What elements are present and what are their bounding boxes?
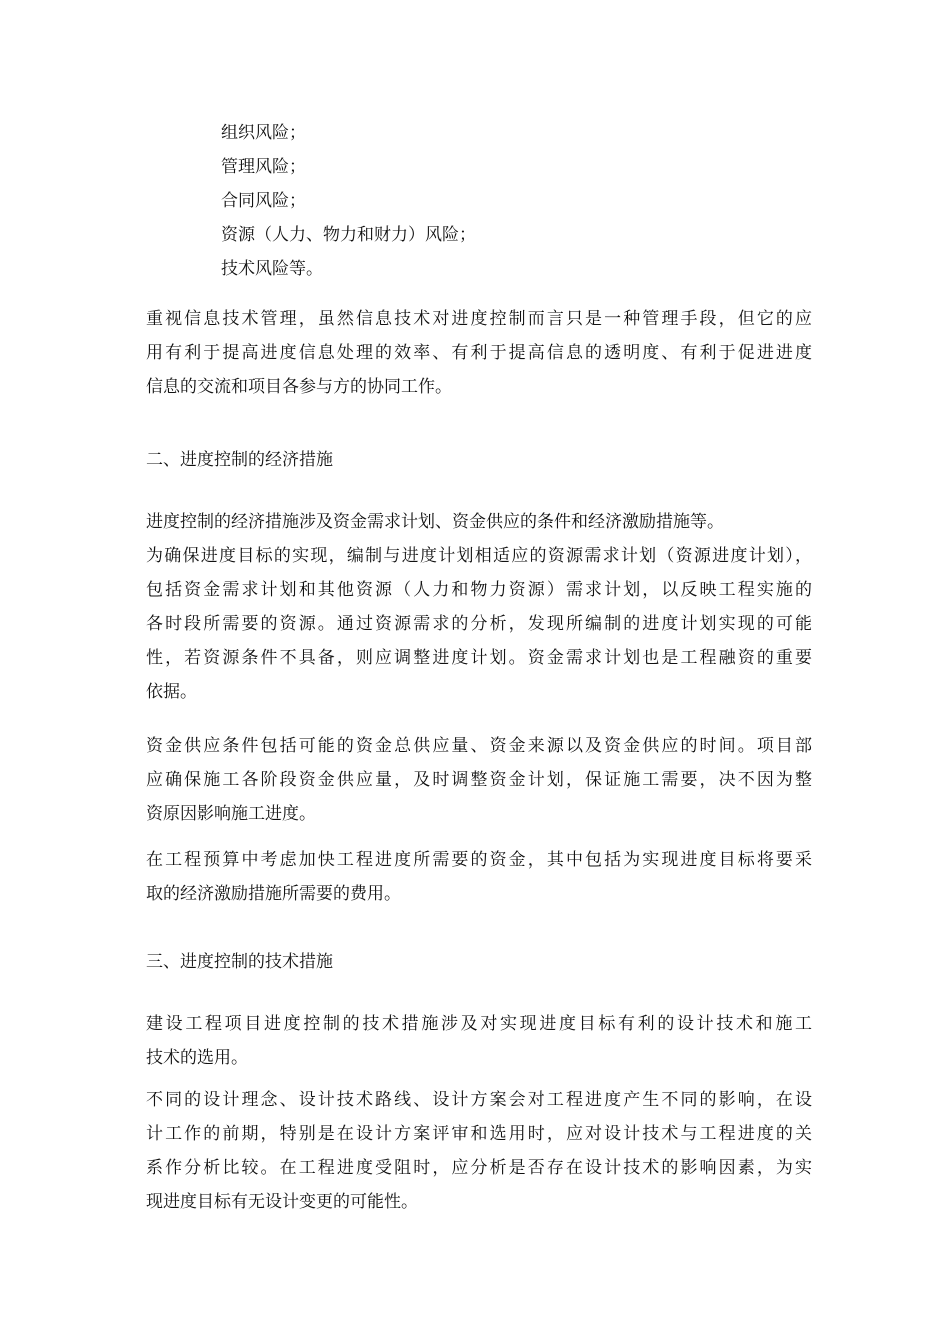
list-item: 合同风险； — [221, 191, 306, 211]
text-line: 各时段所需要的资源。通过资源需求的分析，发现所编制的进度计划实现的可能 — [146, 614, 812, 634]
risk-list — [221, 116, 811, 286]
list-item: 技术风险等。 — [221, 259, 323, 279]
text-line: 计工作的前期，特别是在设计方案评审和选用时，应对设计技术与工程进度的关 — [146, 1124, 812, 1144]
text-line: 现进度目标有无设计变更的可能性。 — [146, 1192, 418, 1212]
list-item: 组织风险； — [221, 123, 306, 143]
paragraph-info-tech — [146, 302, 812, 404]
text-line: 资金供应条件包括可能的资金总供应量、资金来源以及资金供应的时间。项目部 — [146, 736, 812, 756]
text-line: 技术的选用。 — [146, 1048, 248, 1068]
text-line: 资原因影响施工进度。 — [146, 804, 316, 824]
list-item: 管理风险； — [221, 157, 306, 177]
text-line: 建设工程项目进度控制的技术措施涉及对实现进度目标有利的设计技术和施工 — [146, 1014, 812, 1034]
text-line: 用有利于提高进度信息处理的效率、有利于提高信息的透明度、有利于促进进度 — [146, 343, 812, 363]
paragraph-resource-plan — [146, 539, 812, 709]
text-line: 不同的设计理念、设计技术路线、设计方案会对工程进度产生不同的影响，在设 — [146, 1090, 812, 1110]
text-line: 在工程预算中考虑加快工程进度所需要的资金，其中包括为实现进度目标将要采 — [146, 850, 812, 870]
section-heading-technical: 三、进度控制的技术措施 — [146, 952, 333, 972]
text-line: 系作分析比较。在工程进度受阻时，应分析是否存在设计技术的影响因素，为实 — [146, 1158, 812, 1178]
paragraph-economic-intro — [146, 505, 812, 539]
text-line: 取的经济激励措施所需要的费用。 — [146, 884, 401, 904]
list-item: 资源（人力、物力和财力）风险； — [221, 225, 476, 245]
paragraph-fund-supply — [146, 729, 812, 831]
text-line: 依据。 — [146, 682, 197, 702]
text-line: 性，若资源条件不具备，则应调整进度计划。资金需求计划也是工程融资的重要 — [146, 648, 812, 668]
paragraph-design-impact — [146, 1083, 812, 1219]
text-line: 信息的交流和项目各参与方的协同工作。 — [146, 377, 452, 397]
text-line: 为确保进度目标的实现，编制与进度计划相适应的资源需求计划（资源进度计划）， — [146, 546, 812, 566]
text-line: 包括资金需求计划和其他资源（人力和物力资源）需求计划，以反映工程实施的 — [146, 580, 812, 600]
text-line: 进度控制的经济措施涉及资金需求计划、资金供应的条件和经济激励措施等。 — [146, 512, 724, 532]
paragraph-budget — [146, 843, 812, 911]
paragraph-technical-intro — [146, 1007, 812, 1075]
text-line: 应确保施工各阶段资金供应量，及时调整资金计划，保证施工需要，决不因为整 — [146, 770, 812, 790]
text-line: 重视信息技术管理，虽然信息技术对进度控制而言只是一种管理手段，但它的应 — [146, 309, 812, 329]
section-heading-economic: 二、进度控制的经济措施 — [146, 450, 333, 470]
